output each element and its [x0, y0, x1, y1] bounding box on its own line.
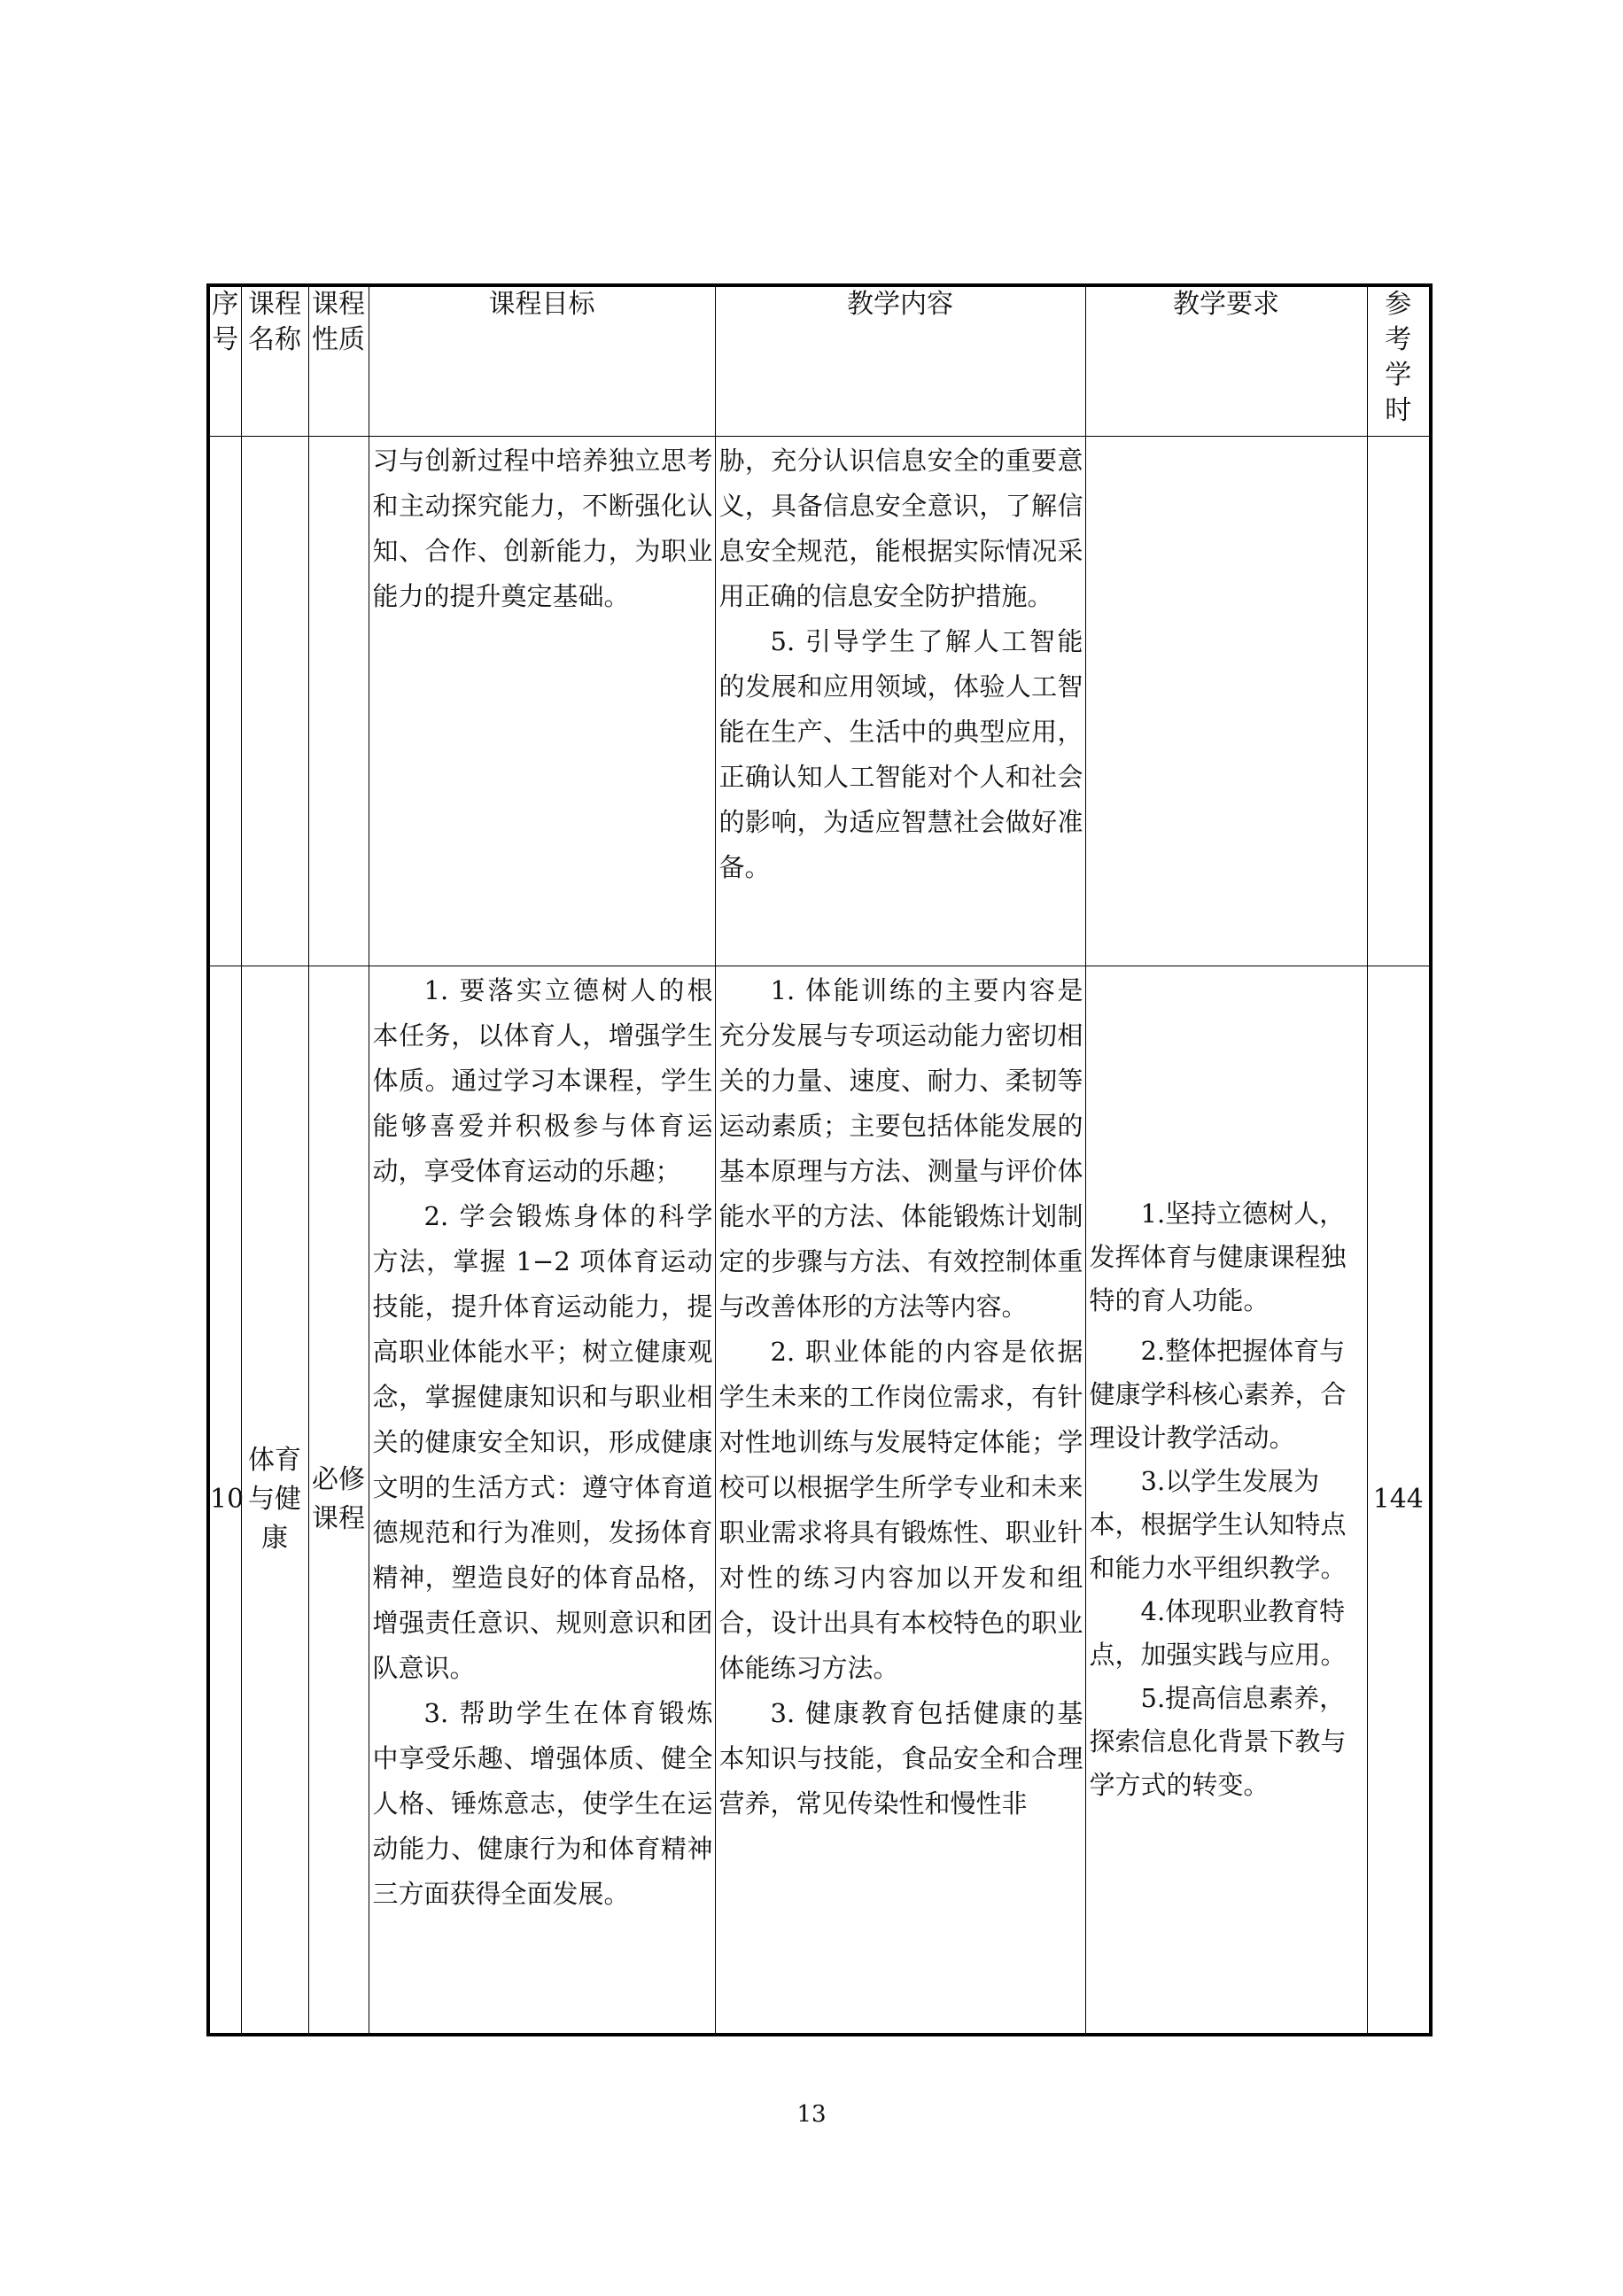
content-paragraph: 1. 体能训练的主要内容是充分发展与专项运动能力密切相关的力量、速度、耐力、柔韧等运动素质；主要包括体能发展的基本原理与方法、测量与评价体能水平的方法、体能锻炼计划制定的步骤与方法、有效控制体重与改善体形的方法等内容。	[718, 975, 1083, 1322]
requirement-item: 1.坚持立德树人，发挥体育与健康课程独特的育人功能。	[1089, 1198, 1347, 1315]
goal-paragraph: 2. 学会锻炼身体的科学方法，掌握 1−2 项体育运动技能，提升体育运动能力，提高职业体能水平；树立健康观念，掌握健康知识和与职业相关的健康安全知识，形成健康文明的生活方式：遵守体育道德规范和行为准则，发扬体育精神，塑造良好的体育品格，增强责任意识、规则意识和团队意识。	[372, 1201, 713, 1683]
header-seq: 序号	[208, 285, 241, 437]
content-paragraph: 5. 引导学生了解人工智能的发展和应用领域，体验人工智能在生产、生活中的典型应用，正确认知人工智能对个人和社会的影响，为适应智慧社会做好准备。	[718, 626, 1083, 882]
header-teaching-requirement: 教学要求	[1085, 285, 1367, 437]
content-paragraph: 3. 健康教育包括健康的基本知识与技能，食品安全和合理营养，常见传染性和慢性非	[718, 1698, 1083, 1819]
cell-course-name: 体育与健康	[241, 966, 308, 2036]
cell-teaching-content	[715, 437, 1085, 966]
cell-course-nature	[308, 437, 369, 966]
goal-paragraph: 3. 帮助学生在体育锻炼中享受乐趣、增强体质、健全人格、锤炼意志，使学生在运动能力、健康行为和体育精神三方面获得全面发展。	[372, 1698, 713, 1909]
header-course-name: 课程名称	[241, 285, 308, 437]
content-paragraph: 胁，充分认识信息安全的重要意义，具备信息安全意识，了解信息安全规范，能根据实际情况采用正确的信息安全防护措施。	[718, 446, 1083, 611]
table-row	[208, 437, 1431, 966]
requirement-item: 2.整体把握体育与健康学科核心素养，合理设计教学活动。	[1089, 1336, 1347, 1453]
cell-teaching-content	[715, 966, 1085, 2036]
cell-course-name	[241, 437, 308, 966]
cell-course-goal	[369, 437, 715, 966]
cell-reference-hours	[1367, 437, 1431, 966]
cell-reference-hours: 144	[1367, 966, 1431, 2036]
cell-teaching-requirement	[1085, 966, 1367, 2036]
cell-seq: 10	[208, 966, 241, 2036]
goal-paragraph: 习与创新过程中培养独立思考和主动探究能力，不断强化认知、合作、创新能力，为职业能力的提升奠定基础。	[372, 446, 713, 611]
cell-teaching-requirement	[1085, 437, 1367, 966]
goal-paragraph: 1. 要落实立德树人的根本任务，以体育人，增强学生体质。通过学习本课程，学生能够喜爱并积极参与体育运动，享受体育运动的乐趣；	[372, 975, 713, 1186]
cell-seq	[208, 437, 241, 966]
requirement-item: 3.以学生发展为本，根据学生认知特点和能力水平组织教学。	[1089, 1466, 1347, 1583]
course-table	[206, 283, 1433, 2036]
header-row	[208, 285, 1431, 437]
content-paragraph: 2. 职业体能的内容是依据学生未来的工作岗位需求，有针对性地训练与发展特定体能；学校可以根据学生所学专业和未来职业需求将具有锻炼性、职业针对性的练习内容加以开发和组合，设计出具有本校特色的职业体能练习方法。	[718, 1337, 1083, 1683]
cell-course-goal	[369, 966, 715, 2036]
requirement-item: 4.体现职业教育特点，加强实践与应用。	[1089, 1596, 1347, 1670]
header-reference-hours: 参考学时	[1367, 285, 1431, 437]
cell-course-nature: 必修课程	[308, 966, 369, 2036]
header-course-nature: 课程性质	[308, 285, 369, 437]
page-number: 13	[796, 2101, 827, 2128]
header-course-goal: 课程目标	[369, 285, 715, 437]
table-row	[208, 966, 1431, 2036]
header-teaching-content: 教学内容	[715, 285, 1085, 437]
requirement-item: 5.提高信息素养，探索信息化背景下教与学方式的转变。	[1089, 1683, 1347, 1800]
